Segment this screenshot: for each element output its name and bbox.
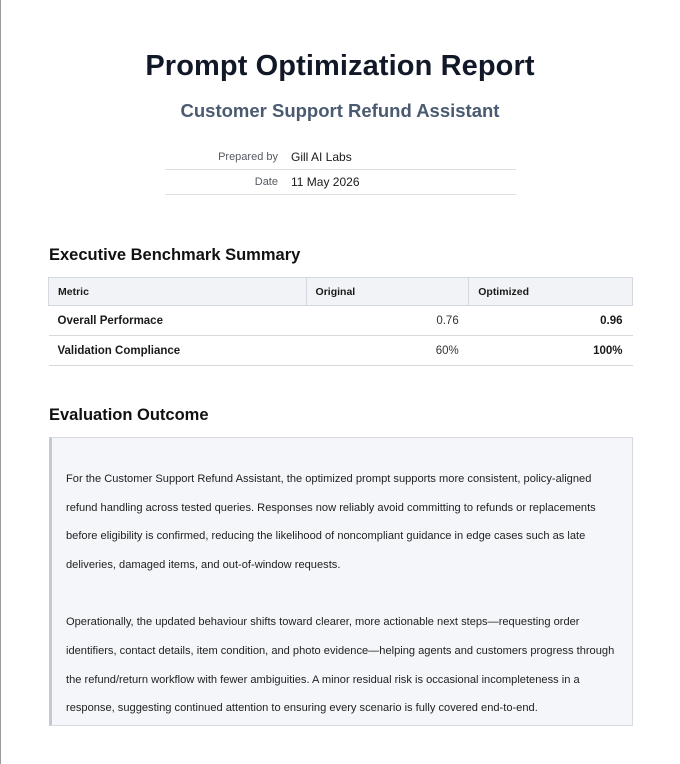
table-header-row	[49, 278, 633, 306]
meta-row-prepared-by	[165, 145, 516, 170]
optimized-cell: 100%	[469, 336, 633, 366]
meta-value: Gill AI Labs	[291, 150, 352, 164]
original-cell: 0.76	[306, 306, 469, 336]
metric-cell: Overall Performace	[49, 306, 307, 336]
outcome-callout	[49, 437, 633, 726]
outcome-paragraph: Operationally, the updated behaviour shifts toward clearer, more actionable next steps—requesting order identifiers, contact details, item condition, and photo evidence—helping agents and customers progress through the refund/return workflow with fewer ambiguities. A minor residual risk is occasional incompleteness in a response, suggesting continued attention to ensuring every scenario is fully covered end-to-end.	[66, 616, 615, 715]
report-meta	[165, 145, 516, 195]
table-row	[49, 306, 633, 336]
meta-row-date	[165, 170, 516, 195]
report-subtitle: Customer Support Refund Assistant	[180, 100, 500, 121]
section-title-benchmark: Executive Benchmark Summary	[49, 246, 301, 264]
column-header-optimized: Optimized	[469, 278, 633, 306]
report-title: Prompt Optimization Report	[145, 50, 535, 82]
optimized-cell: 0.96	[469, 306, 633, 336]
metric-cell: Validation Compliance	[49, 336, 307, 366]
outcome-paragraph: For the Customer Support Refund Assistant, the optimized prompt supports more consistent, policy-aligned refund handling across tested queries. Responses now reliably avoid committing to refunds or replacements before eligibility is confirmed, reducing the likelihood of noncompliant guidance in edge cases such as late deliveries, damaged items, and out-of-window requests.	[66, 473, 596, 571]
section-title-outcome: Evaluation Outcome	[49, 406, 209, 424]
column-header-original: Original	[306, 278, 469, 306]
original-cell: 60%	[306, 336, 469, 366]
meta-value: 11 May 2026	[291, 175, 360, 189]
meta-label: Prepared by	[218, 151, 278, 163]
meta-label: Date	[254, 176, 278, 188]
table-row	[49, 336, 633, 366]
benchmark-table	[48, 277, 633, 366]
column-header-metric: Metric	[49, 278, 307, 306]
